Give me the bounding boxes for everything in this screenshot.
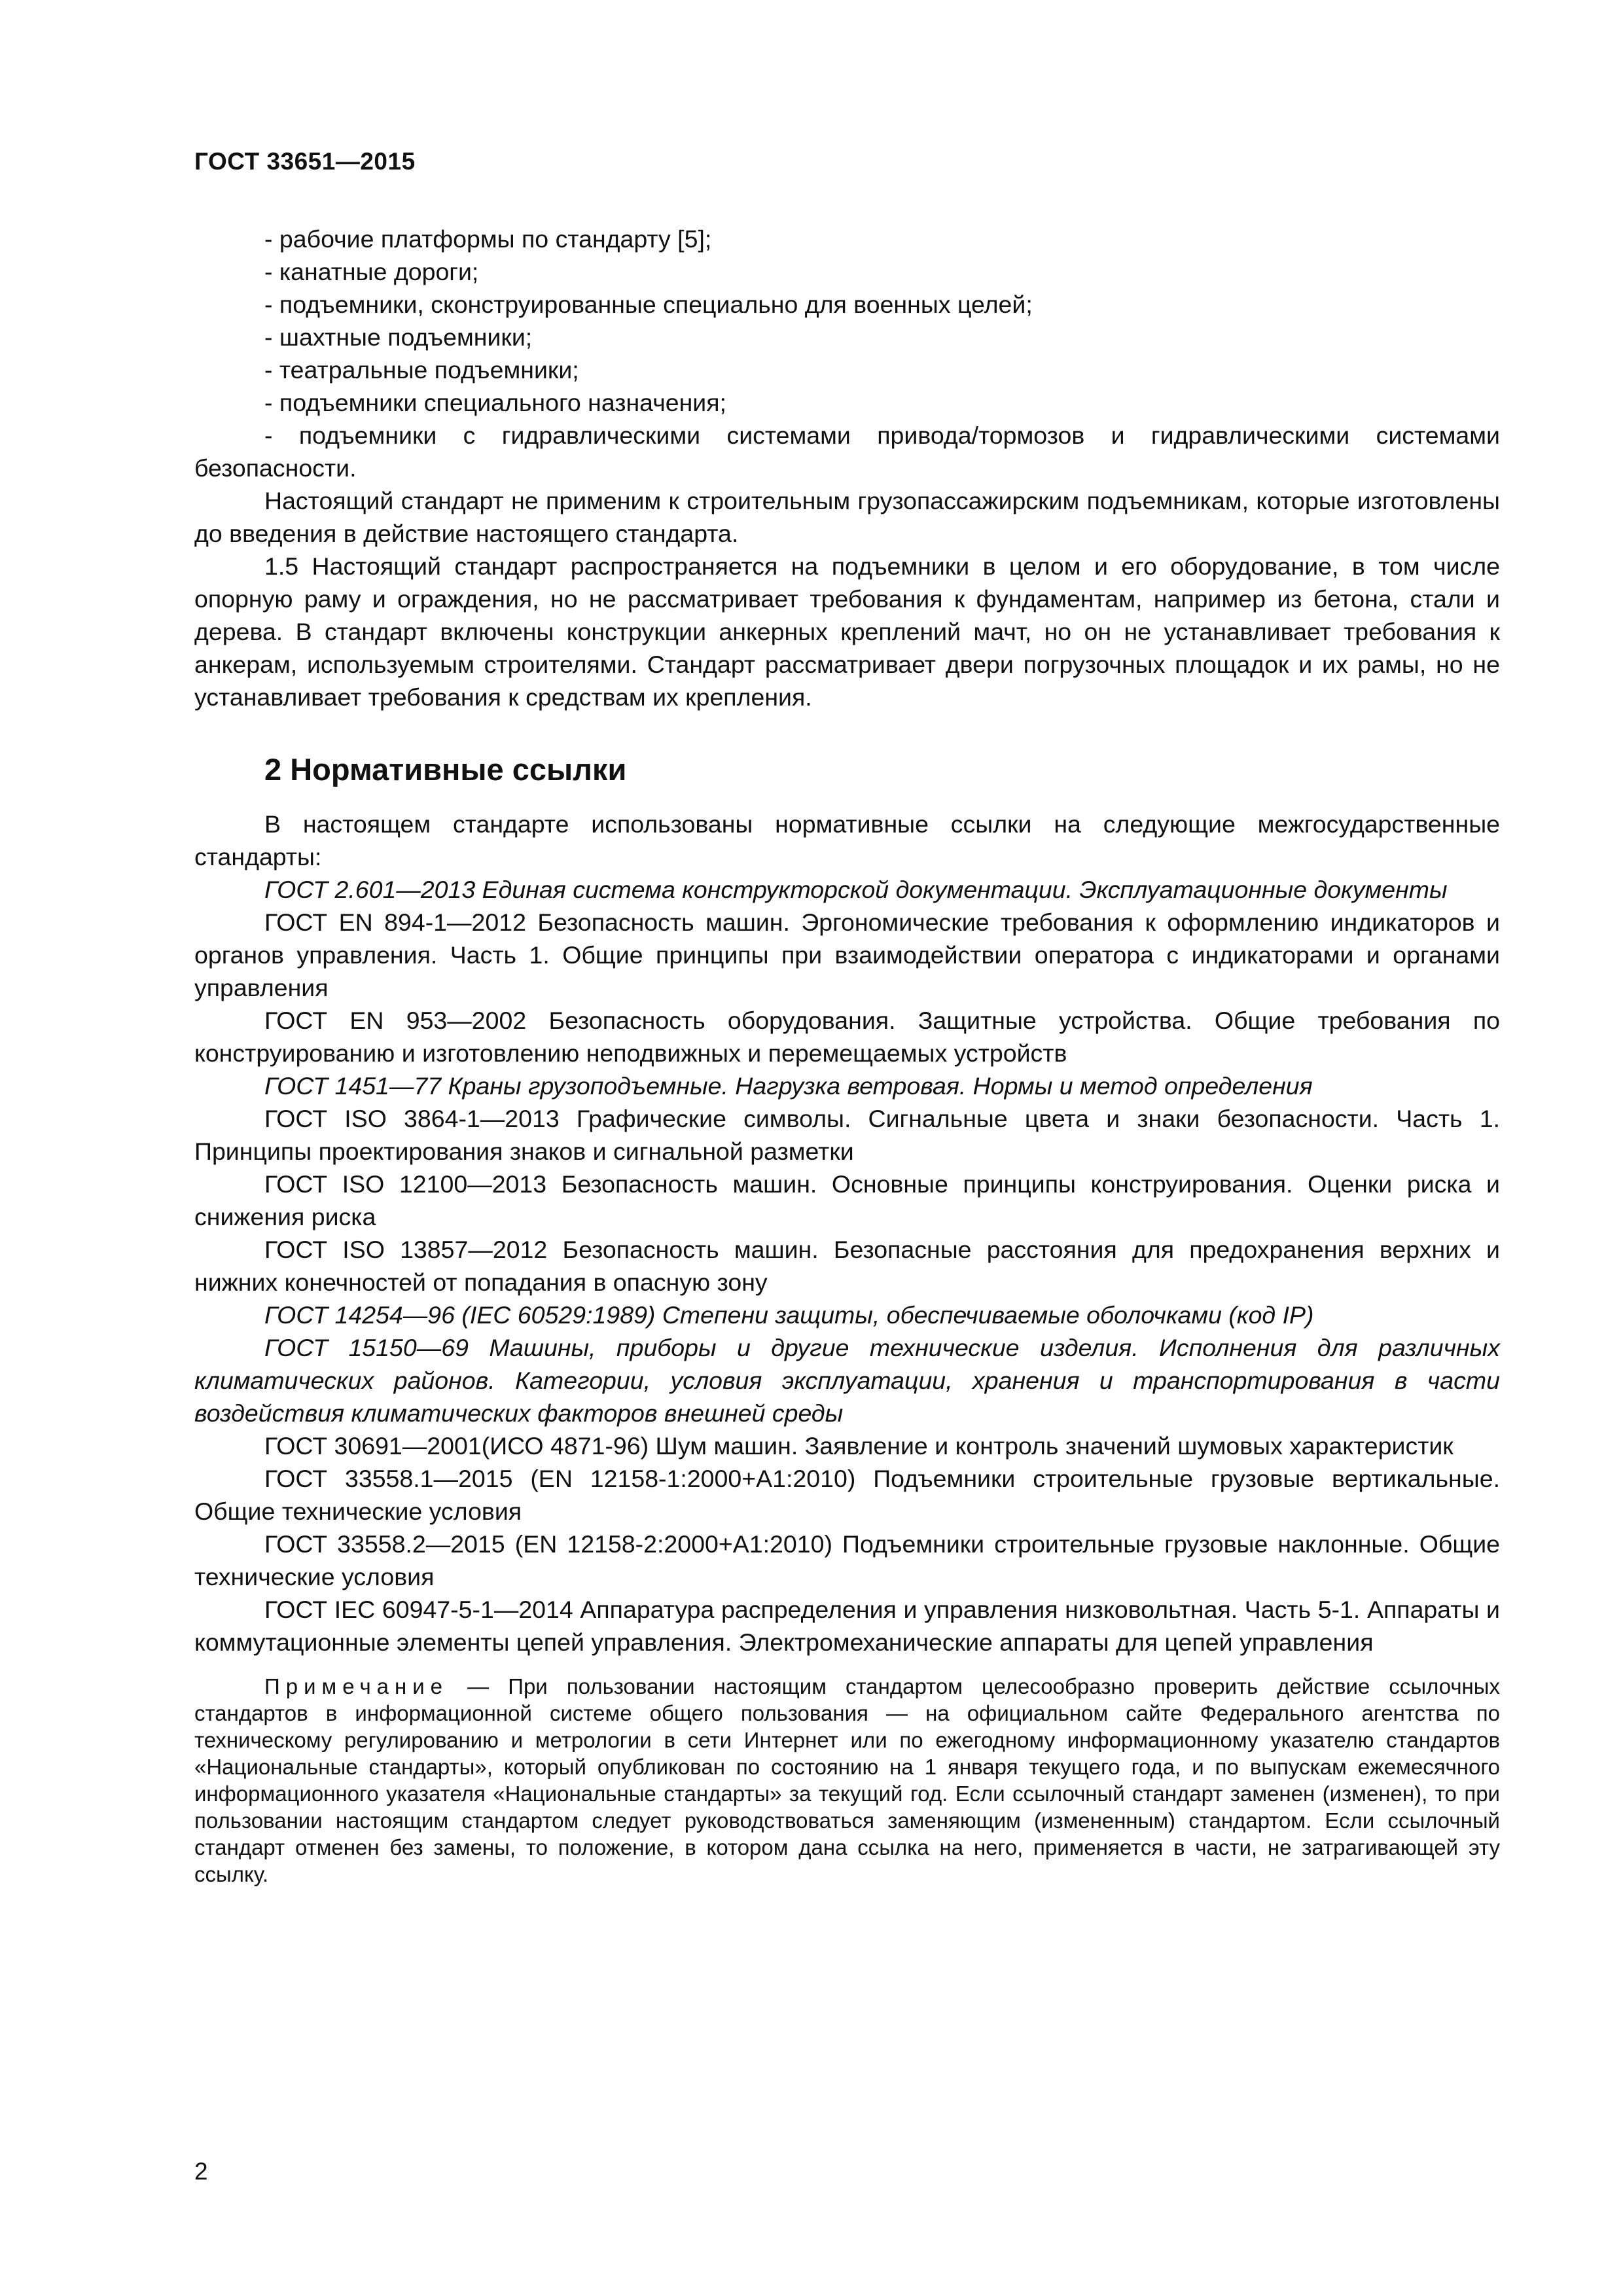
reference-item: ГОСТ ISO 13857—2012 Безопасность машин. Безопасные расстояния для предохранения верхних и нижних конечностей от попадания в опасную зону [194,1236,1500,1296]
list-item: - театральные подъемники; [264,356,579,384]
list-item: - подъемники, сконструированные специально для военных целей; [264,291,1033,318]
document-header: ГОСТ 33651—2015 [194,148,416,175]
reference-item: ГОСТ 30691—2001(ИСО 4871-96) Шум машин. Заявление и контроль значений шумовых характеристик [264,1432,1454,1460]
section-intro: В настоящем стандарте использованы нормативные ссылки на следующие межгосударственные стандарты: [194,810,1500,870]
list-item: - шахтные подъемники; [264,323,533,351]
section-title: 2 Нормативные ссылки [264,752,627,787]
paragraph-not-applicable: Настоящий стандарт не применим к строительным грузопассажирским подъемникам, которые изготовлены до введения в действие настоящего стандарта. [194,487,1500,547]
reference-item: ГОСТ ISO 12100—2013 Безопасность машин. Основные принципы конструирования. Оценки риска и снижения риска [194,1170,1500,1230]
page-number: 2 [194,2158,208,2185]
reference-item: ГОСТ EN 894-1—2012 Безопасность машин. Эргономические требования к оформлению индикаторов и органов управления. Часть 1. Общие принципы при взаимодействии оператора с индикаторами и органами управления [194,908,1500,1001]
reference-item: ГОСТ EN 953—2002 Безопасность оборудования. Защитные устройства. Общие требования по конструированию и изготовлению неподвижных и перемещаемых устройств [194,1007,1500,1067]
note-label: Примечание [264,1674,449,1698]
reference-item: ГОСТ 14254—96 (IEC 60529:1989) Степени защиты, обеспечиваемые оболочками (код IP) [264,1301,1314,1329]
paragraph-1-5: 1.5 Настоящий стандарт распространяется на подъемники в целом и его оборудование, в том числе опорную раму и ограждения, но не рассматривает требования к фундаментам, например из бетона, стали и дерева. В стандарт включены конструкции анкерных креплений мачт, но он не устанавливает требования к анкерам, используемым строителями. Стандарт рассматривает двери погрузочных площадок и их рамы, но не устанавливает требования к средствам их крепления. [194,552,1500,711]
reference-item: ГОСТ IEC 60947-5-1—2014 Аппаратура распределения и управления низковольтная. Часть 5-1. Аппараты и коммутационные элементы цепей управления. Электромеханические аппараты для цепей управления [194,1596,1500,1656]
note-text: — При пользовании настоящим стандартом целесообразно проверить действие ссылочных стандартов в информационной системе общего пользования — на официальном сайте Федерального агентства по техническому регулированию и метрологии в сети Интернет или по ежегодному информационному указателю стандартов «Национальные стандарты», который опубликован по состоянию на 1 января текущего года, и по выпускам ежемесячного информационного указателя «Национальные стандарты» за текущий год. Если ссылочный стандарт заменен (изменен), то при пользовании настоящим стандартом следует руководствоваться заменяющим (измененным) стандартом. Если ссылочный стандарт отменен без замены, то положение, в котором дана ссылка на него, применяется в части, не затрагивающей эту ссылку. [194,1674,1500,1886]
document-body [194,223,1500,1909]
list-item: - подъемники специального назначения; [264,389,726,416]
note [194,1673,1500,1888]
reference-item: ГОСТ 1451—77 Краны грузоподъемные. Нагрузка ветровая. Нормы и метод определения [264,1072,1313,1100]
reference-item: ГОСТ 33558.1—2015 (EN 12158-1:2000+A1:2010) Подъемники строительные грузовые вертикальные. Общие технические условия [194,1465,1500,1525]
reference-item: ГОСТ 2.601—2013 Единая система конструкторской документации. Эксплуатационные документы [264,876,1448,903]
list-item: - подъемники с гидравлическими системами привода/тормозов и гидравлическими системами безопасности. [194,422,1500,482]
list-item: - канатные дороги; [264,258,479,285]
list-item: - рабочие платформы по стандарту [5]; [264,225,712,253]
reference-item: ГОСТ 15150—69 Машины, приборы и другие технические изделия. Исполнения для различных климатических районов. Категории, условия эксплуатации, хранения и транспортирования в части воздействия климатических факторов внешней среды [194,1334,1500,1427]
reference-item: ГОСТ ISO 3864-1—2013 Графические символы. Сигнальные цвета и знаки безопасности. Часть 1. Принципы проектирования знаков и сигнальной разметки [194,1105,1500,1165]
reference-item: ГОСТ 33558.2—2015 (EN 12158-2:2000+A1:2010) Подъемники строительные грузовые наклонные. Общие технические условия [194,1530,1500,1590]
